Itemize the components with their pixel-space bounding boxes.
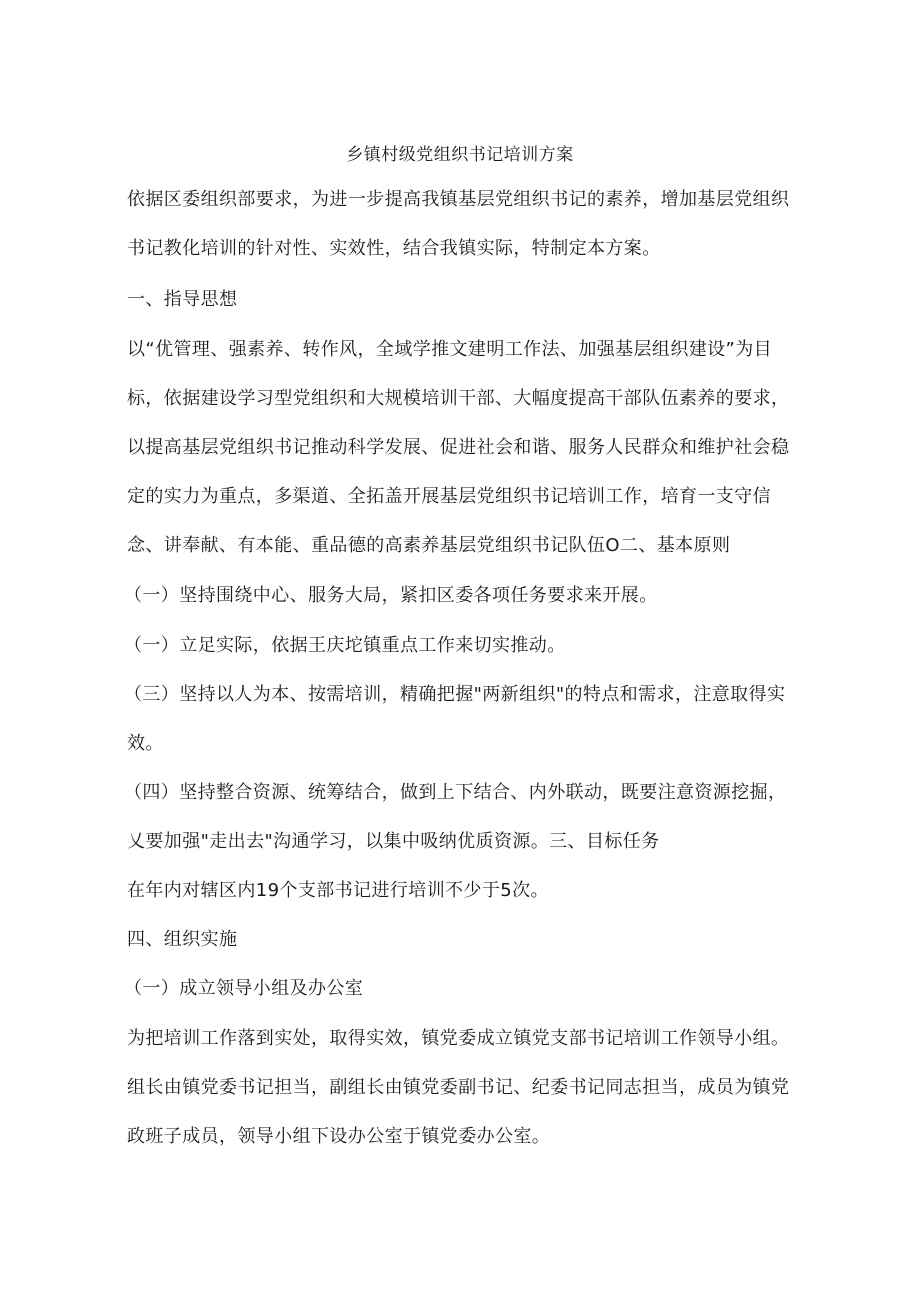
paragraph-line: 定的实力为重点，多渠道、全拓盖开展基层党组织书记培训工作，培育一支守信 — [127, 486, 771, 507]
paragraph-line: 以“优管理、强素养、转作风，全域学推文建明工作法、加强基层组织建设”为目 — [127, 339, 773, 360]
section-heading-guiding-ideology: 一、指导思想 — [127, 289, 238, 310]
principle-item-3: （三）坚持以人为本、按需培训，精确把握"两新组织"的特点和需求，注意取得实 — [124, 684, 786, 705]
target-task-line: 在年内对辖区内19个支部书记进行培训不少于5次。 — [127, 880, 549, 901]
paragraph-line: 组长由镇党委书记担当，副组长由镇党委副书记、纪委书记同志担当，成员为镇党 — [127, 1077, 790, 1098]
principle-item-1: （一）坚持围绕中心、服务大局，紧扣区委各项任务要求来开展。 — [124, 585, 658, 606]
paragraph-line: 为把培训工作落到实处，取得实效，镇党委成立镇党支部书记培训工作领导小组。 — [127, 1028, 790, 1049]
section-heading-organization: 四、组织实施 — [127, 929, 238, 950]
paragraph-line: 乂要加强"走出去"沟通学习，以集中吸纳优质资源。三、目标任务 — [127, 831, 660, 852]
principle-item-2: （一）立足实际，依据王庆坨镇重点工作来切实推动。 — [124, 635, 566, 656]
paragraph-line: 依据区委组织部要求，为进一步提高我镇基层党组织书记的素养，增加基层党组织 — [127, 189, 790, 210]
paragraph-line: 书记教化培训的针对性、实效性，结合我镇实际，特制定本方案。 — [127, 238, 661, 259]
paragraph-line: 念、讲奉献、有本能、重品德的高素养基层党组织书记队伍O二、基本原则 — [127, 535, 731, 556]
paragraph-line: 以提高基层党组织书记推动科学发展、促进社会和谐、服务人民群众和维护社会稳 — [127, 437, 790, 458]
paragraph-line: 效。 — [127, 733, 164, 754]
subsection-heading-leadership-group: （一）成立领导小组及办公室 — [124, 978, 364, 999]
paragraph-line: 标，依据建设学习型党组织和大规模培训干部、大幅度提高干部队伍素养的要求， — [127, 388, 790, 409]
document-title: 乡镇村级党组织书记培训方案 — [346, 145, 574, 165]
paragraph-line: 政班子成员，领导小组下设办公室于镇党委办公室。 — [127, 1126, 551, 1147]
principle-item-4: （四）坚持整合资源、统筹结合，做到上下结合、内外联动，既要注意资源挖掘， — [124, 782, 787, 803]
